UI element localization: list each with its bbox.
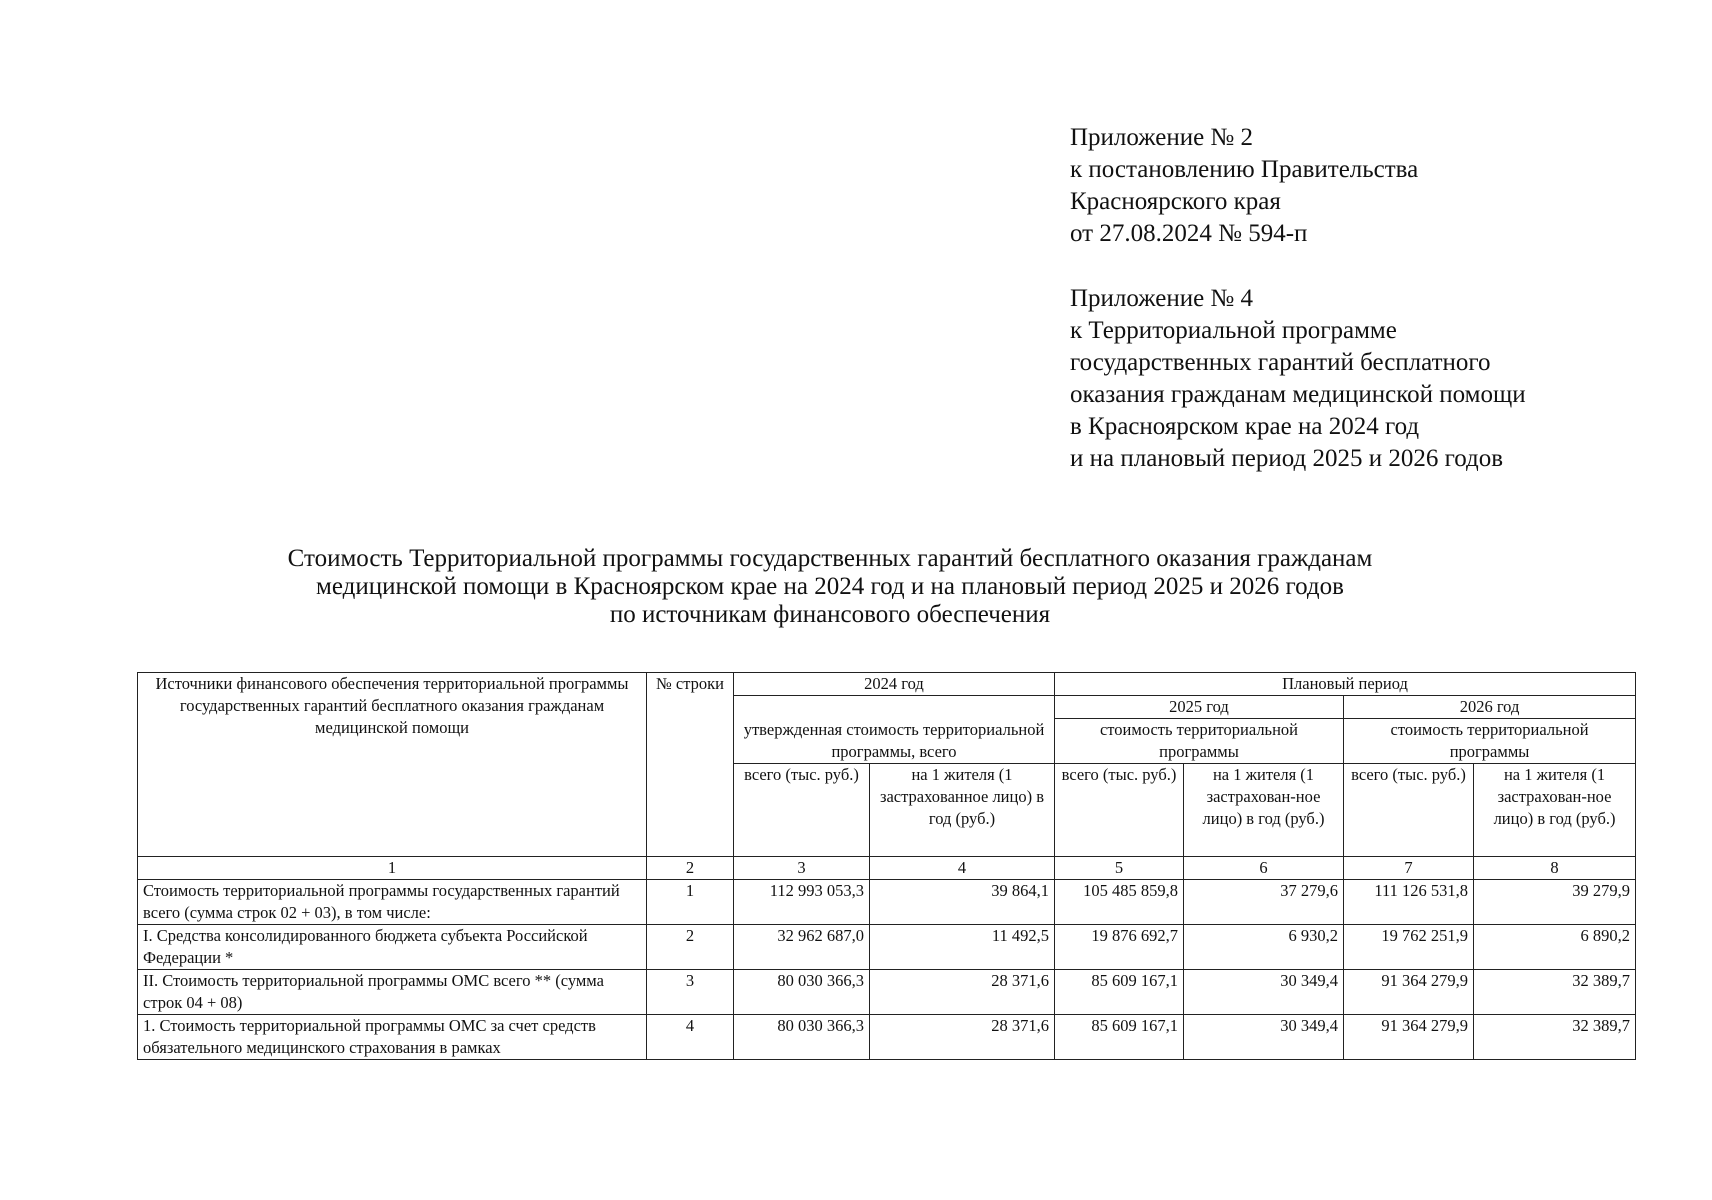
title-line: по источникам финансового обеспечения [609, 601, 1051, 628]
header-year-2026: 2026 год [1344, 696, 1636, 719]
column-number: 5 [1055, 857, 1184, 880]
cell-2024-per-capita: 28 371,6 [870, 1015, 1055, 1060]
appendix-4-line: Приложение № 4 [1070, 285, 1254, 312]
cell-2025-total: 85 609 167,1 [1055, 970, 1184, 1015]
cell-2024-total: 80 030 366,3 [734, 1015, 870, 1060]
header-row-number: № строки [647, 673, 734, 857]
appendix-4-block [1070, 283, 1670, 475]
header-total-2024: всего (тыс. руб.) [734, 764, 870, 857]
row-number: 1 [647, 880, 734, 925]
row-name: 1. Стоимость территориальной программы ОМС за счет средств обязательного медицинского страхования в рамках [138, 1015, 647, 1060]
document-title [150, 545, 1510, 629]
title-line: медицинской помощи в Красноярском крае на 2024 год и на плановый период 2025 и 2026 годов [316, 573, 1344, 600]
cell-2026-total: 91 364 279,9 [1344, 1015, 1474, 1060]
cell-2026-total: 91 364 279,9 [1344, 970, 1474, 1015]
header-program-cost-2025: стоимость территориальной программы [1055, 719, 1344, 764]
header-per-capita-2026: на 1 жителя (1 застрахован-ное лицо) в год (руб.) [1474, 764, 1636, 857]
appendix-2-line: Красноярского края [1070, 188, 1281, 215]
cell-2026-per-capita: 6 890,2 [1474, 925, 1636, 970]
header-per-capita-2024: на 1 жителя (1 застрахованное лицо) в год (руб.) [870, 764, 1055, 857]
cell-2026-per-capita: 32 389,7 [1474, 970, 1636, 1015]
column-number: 8 [1474, 857, 1636, 880]
appendix-4-line: к Территориальной программе [1070, 317, 1397, 344]
appendix-2-line: к постановлению Правительства [1070, 156, 1419, 183]
appendix-4-line: оказания гражданам медицинской помощи [1070, 381, 1526, 408]
header-row [138, 673, 1636, 696]
appendix-4-line: и на плановый период 2025 и 2026 годов [1070, 445, 1504, 472]
row-number: 2 [647, 925, 734, 970]
row-number: 3 [647, 970, 734, 1015]
column-number: 4 [870, 857, 1055, 880]
table-row [138, 880, 1636, 925]
cell-2026-per-capita: 32 389,7 [1474, 1015, 1636, 1060]
appendix-2-line: от 27.08.2024 № 594-п [1070, 220, 1308, 247]
cell-2024-per-capita: 11 492,5 [870, 925, 1055, 970]
cell-2025-per-capita: 37 279,6 [1184, 880, 1344, 925]
financing-table [137, 672, 1636, 1060]
appendix-2-block [1070, 122, 1670, 250]
column-number: 1 [138, 857, 647, 880]
row-number: 4 [647, 1015, 734, 1060]
header-program-cost-2026: стоимость территориальной программы [1344, 719, 1636, 764]
header-total-2026: всего (тыс. руб.) [1344, 764, 1474, 857]
appendix-2-line: Приложение № 2 [1070, 124, 1254, 151]
title-line: Стоимость Территориальной программы государственных гарантий бесплатного оказания гражданам [287, 545, 1373, 572]
cell-2024-total: 32 962 687,0 [734, 925, 870, 970]
cell-2024-total: 112 993 053,3 [734, 880, 870, 925]
cell-2025-per-capita: 30 349,4 [1184, 1015, 1344, 1060]
column-number: 6 [1184, 857, 1344, 880]
row-name: I. Средства консолидированного бюджета субъекта Российской Федерации * [138, 925, 647, 970]
cell-2025-total: 85 609 167,1 [1055, 1015, 1184, 1060]
cell-2026-total: 111 126 531,8 [1344, 880, 1474, 925]
cell-2024-per-capita: 28 371,6 [870, 970, 1055, 1015]
table-row [138, 1015, 1636, 1060]
header-year-2024: 2024 год [734, 673, 1055, 696]
cell-2025-per-capita: 6 930,2 [1184, 925, 1344, 970]
column-number: 7 [1344, 857, 1474, 880]
cell-2025-total: 19 876 692,7 [1055, 925, 1184, 970]
appendix-4-line: государственных гарантий бесплатного [1070, 349, 1491, 376]
header-source: Источники финансового обеспечения территориальной программы государственных гарантий бесплатного оказания гражданам медицинской помощи [138, 673, 647, 857]
cell-2026-total: 19 762 251,9 [1344, 925, 1474, 970]
cell-2025-total: 105 485 859,8 [1055, 880, 1184, 925]
row-name: II. Стоимость территориальной программы ОМС всего ** (сумма строк 04 + 08) [138, 970, 647, 1015]
cell-2024-total: 80 030 366,3 [734, 970, 870, 1015]
header-total-2025: всего (тыс. руб.) [1055, 764, 1184, 857]
cell-2024-per-capita: 39 864,1 [870, 880, 1055, 925]
column-number-row [138, 857, 1636, 880]
column-number: 2 [647, 857, 734, 880]
column-number: 3 [734, 857, 870, 880]
row-name: Стоимость территориальной программы государственных гарантий всего (сумма строк 02 + 03), в том числе: [138, 880, 647, 925]
header-per-capita-2025: на 1 жителя (1 застрахован-ное лицо) в год (руб.) [1184, 764, 1344, 857]
header-planned-period: Плановый период [1055, 673, 1636, 696]
cell-2026-per-capita: 39 279,9 [1474, 880, 1636, 925]
table-row [138, 925, 1636, 970]
cell-2025-per-capita: 30 349,4 [1184, 970, 1344, 1015]
table-row [138, 970, 1636, 1015]
header-approved-cost: утвержденная стоимость территориальной программы, всего [734, 696, 1055, 764]
header-year-2025: 2025 год [1055, 696, 1344, 719]
appendix-4-line: в Красноярском крае на 2024 год [1070, 413, 1420, 440]
